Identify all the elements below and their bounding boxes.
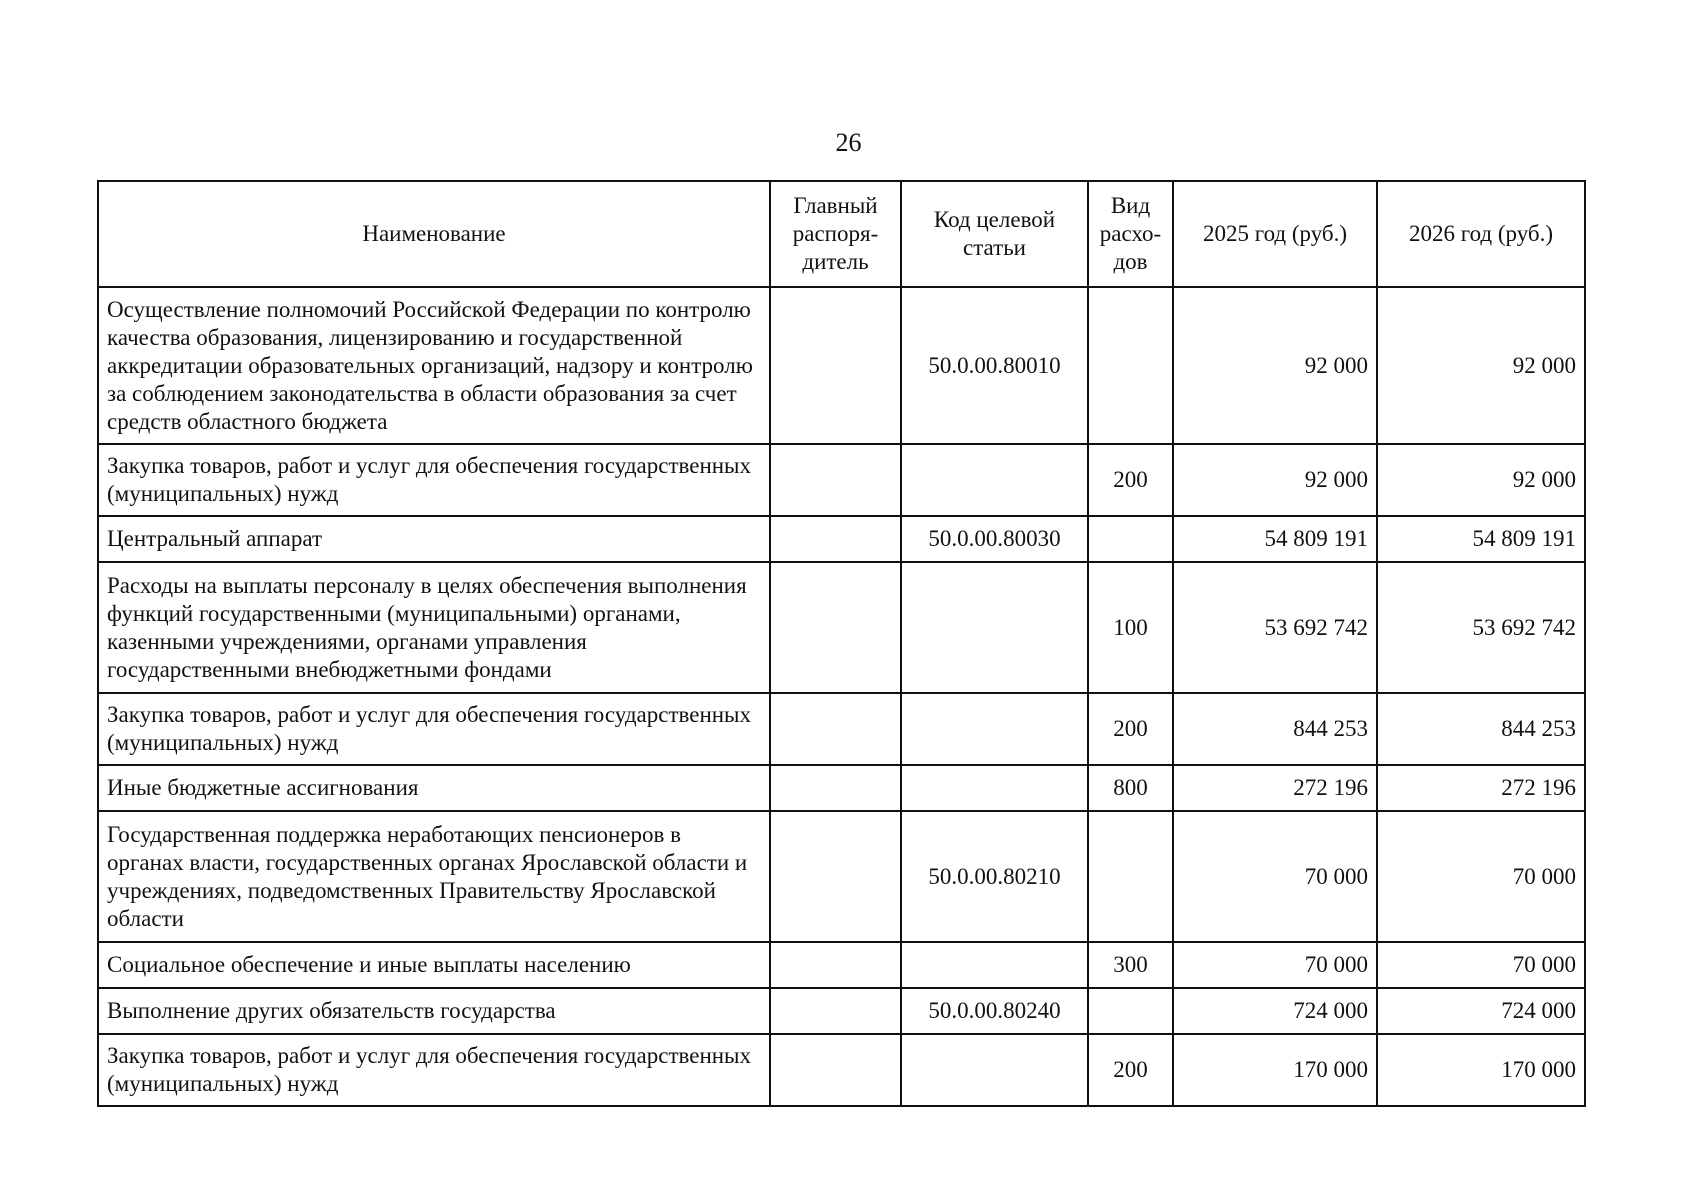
table-row bbox=[98, 765, 1585, 811]
table-row bbox=[98, 287, 1585, 444]
table-header-row bbox=[98, 181, 1585, 287]
row-code bbox=[901, 765, 1088, 811]
row-2025: 54 809 191 bbox=[1173, 516, 1377, 562]
row-2026: 170 000 bbox=[1377, 1034, 1585, 1106]
row-2025: 92 000 bbox=[1173, 287, 1377, 444]
table-row bbox=[98, 562, 1585, 693]
row-manager bbox=[770, 988, 901, 1034]
row-kind bbox=[1088, 287, 1173, 444]
row-2026: 272 196 bbox=[1377, 765, 1585, 811]
table-row bbox=[98, 693, 1585, 765]
row-name: Выполнение других обязательств государства bbox=[98, 988, 770, 1034]
row-code bbox=[901, 444, 1088, 516]
row-kind: 300 bbox=[1088, 942, 1173, 988]
row-manager bbox=[770, 811, 901, 942]
row-2025: 92 000 bbox=[1173, 444, 1377, 516]
row-kind bbox=[1088, 516, 1173, 562]
header-kind: Вид расхо-дов bbox=[1088, 181, 1173, 287]
row-manager bbox=[770, 693, 901, 765]
row-code bbox=[901, 562, 1088, 693]
row-code: 50.0.00.80210 bbox=[901, 811, 1088, 942]
table-row bbox=[98, 444, 1585, 516]
row-2025: 170 000 bbox=[1173, 1034, 1377, 1106]
row-name: Иные бюджетные ассигнования bbox=[98, 765, 770, 811]
row-name: Государственная поддержка неработающих пенсионеров в органах власти, государственных органах Ярославской области и учреждениях, подведомственных Правительству Ярославской области bbox=[98, 811, 770, 942]
row-2026: 70 000 bbox=[1377, 811, 1585, 942]
row-2025: 272 196 bbox=[1173, 765, 1377, 811]
row-name: Расходы на выплаты персоналу в целях обеспечения выполнения функций государственными (муниципальными) органами, казенными учреждениями, органами управления государственными внебюджетными фондами bbox=[98, 562, 770, 693]
row-2025: 844 253 bbox=[1173, 693, 1377, 765]
row-name: Закупка товаров, работ и услуг для обеспечения государственных (муниципальных) нужд bbox=[98, 1034, 770, 1106]
row-code bbox=[901, 693, 1088, 765]
row-name: Закупка товаров, работ и услуг для обеспечения государственных (муниципальных) нужд bbox=[98, 693, 770, 765]
row-2025: 53 692 742 bbox=[1173, 562, 1377, 693]
row-2025: 70 000 bbox=[1173, 811, 1377, 942]
row-2026: 92 000 bbox=[1377, 287, 1585, 444]
row-manager bbox=[770, 287, 901, 444]
header-code: Код целевой статьи bbox=[901, 181, 1088, 287]
page-number: 26 bbox=[835, 128, 862, 157]
row-kind bbox=[1088, 988, 1173, 1034]
row-2025: 724 000 bbox=[1173, 988, 1377, 1034]
row-kind: 100 bbox=[1088, 562, 1173, 693]
row-kind: 800 bbox=[1088, 765, 1173, 811]
row-name: Осуществление полномочий Российской Федерации по контролю качества образования, лицензированию и государственной аккредитации образовательных организаций, надзору и контролю за соблюдением законодательства в области образования за счет средств областного бюджета bbox=[98, 287, 770, 444]
row-2026: 724 000 bbox=[1377, 988, 1585, 1034]
row-code: 50.0.00.80240 bbox=[901, 988, 1088, 1034]
row-kind bbox=[1088, 811, 1173, 942]
table-row bbox=[98, 1034, 1585, 1106]
table-row bbox=[98, 942, 1585, 988]
row-code bbox=[901, 942, 1088, 988]
row-manager bbox=[770, 765, 901, 811]
row-name: Социальное обеспечение и иные выплаты населению bbox=[98, 942, 770, 988]
header-manager: Главный распоря-дитель bbox=[770, 181, 901, 287]
budget-table bbox=[97, 180, 1586, 1107]
table-row bbox=[98, 811, 1585, 942]
row-kind: 200 bbox=[1088, 693, 1173, 765]
row-code bbox=[901, 1034, 1088, 1106]
header-2026: 2026 год (руб.) bbox=[1377, 181, 1585, 287]
row-manager bbox=[770, 942, 901, 988]
row-2026: 70 000 bbox=[1377, 942, 1585, 988]
row-2026: 54 809 191 bbox=[1377, 516, 1585, 562]
row-code: 50.0.00.80030 bbox=[901, 516, 1088, 562]
table-row bbox=[98, 988, 1585, 1034]
header-name: Наименование bbox=[98, 181, 770, 287]
row-name: Центральный аппарат bbox=[98, 516, 770, 562]
row-2026: 92 000 bbox=[1377, 444, 1585, 516]
header-2025: 2025 год (руб.) bbox=[1173, 181, 1377, 287]
row-manager bbox=[770, 444, 901, 516]
row-2026: 53 692 742 bbox=[1377, 562, 1585, 693]
row-2026: 844 253 bbox=[1377, 693, 1585, 765]
table-row bbox=[98, 516, 1585, 562]
row-name: Закупка товаров, работ и услуг для обеспечения государственных (муниципальных) нужд bbox=[98, 444, 770, 516]
row-kind: 200 bbox=[1088, 444, 1173, 516]
row-manager bbox=[770, 1034, 901, 1106]
row-2025: 70 000 bbox=[1173, 942, 1377, 988]
row-manager bbox=[770, 562, 901, 693]
row-kind: 200 bbox=[1088, 1034, 1173, 1106]
row-code: 50.0.00.80010 bbox=[901, 287, 1088, 444]
row-manager bbox=[770, 516, 901, 562]
